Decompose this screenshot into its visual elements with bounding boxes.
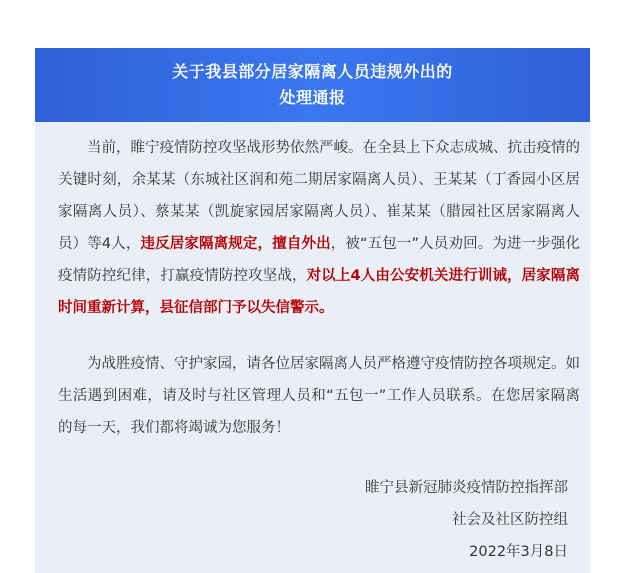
notice-title-line-2: 处理通报 [279,88,346,107]
paragraph-appeal: 为战胜疫情、守护家园，请各位居家隔离人员严格遵守疫情防控各项规定。如生活遇到困难，请及时与社区管理人员和“五包一”工作人员联系。在您居家隔离的每一天，我们都将竭诚为您服务！ [58,356,580,436]
paragraph-incident-text-1: 当前，睢宁疫情防控攻坚战形势依然严峻。在全县上下众志成城、抗击疫情的关键时刻，余某某（东城社区润和苑二期居家隔离人员）、王某某（丁香园小区居家隔离人员）、蔡某某（凯旋家园居家隔离人员）、崔某某（腊园社区居家隔离人员）等4人， [58,140,580,252]
highlight-violation: 违反居家隔离规定，擅自外出 [140,236,331,252]
paragraph-incident [58,132,580,324]
signature-group: 社会及社区防控组 [452,512,568,528]
signature-org: 睢宁县新冠肺炎疫情防控指挥部 [365,480,568,496]
notice-title-line-1: 关于我县部分居家隔离人员违规外出的 [172,62,453,81]
notice-title-banner [35,48,590,122]
notice-body [35,122,590,573]
signature-date: 2022年3月8日 [469,544,568,560]
highlight-penalty: 对以上4人由公安机关进行训诫，居家隔离时间重新计算，县征信部门予以失信警示。 [58,268,580,316]
paragraph-incident-text-2: ，被“五包一”人员劝回。为进一步强化疫情防控纪律，打赢疫情防控攻坚战， [58,236,580,284]
